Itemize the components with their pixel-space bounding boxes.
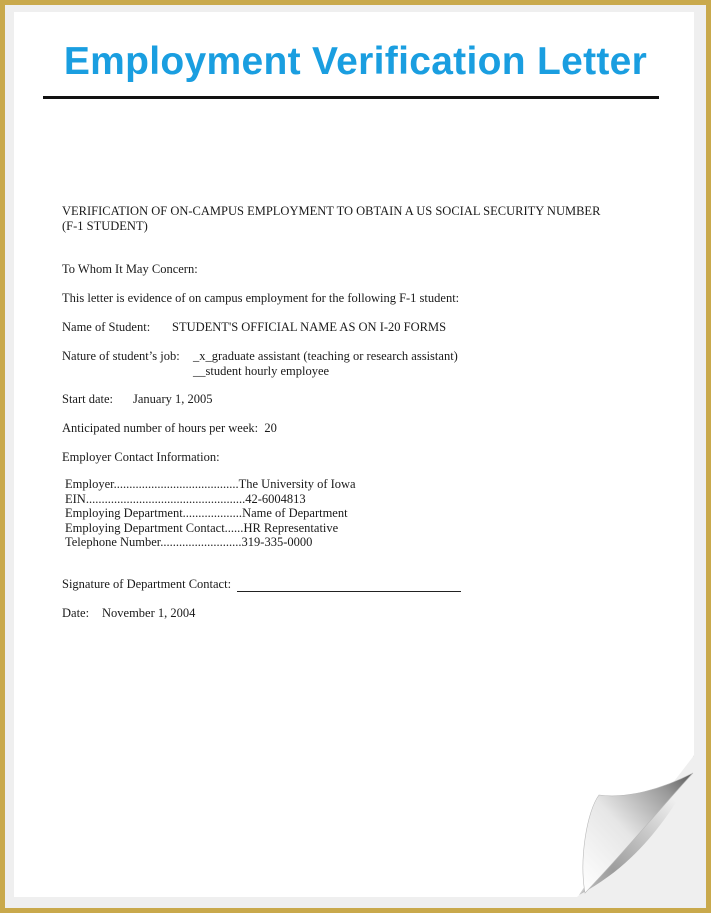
contact-label: Employing Department Contact......: [65, 520, 244, 535]
hours-label: Anticipated number of hours per week:: [62, 421, 259, 435]
page-curl-icon: [567, 749, 697, 899]
letter-heading-line-2: (F-1 STUDENT): [62, 219, 148, 233]
title-underline: [43, 96, 659, 99]
student-name-value: STUDENT'S OFFICIAL NAME AS ON I-20 FORMS: [172, 320, 447, 334]
student-name-label: Name of Student:: [62, 320, 151, 334]
start-date-value: January 1, 2005: [133, 392, 213, 406]
job-nature-line: [62, 349, 458, 379]
salutation: To Whom It May Concern:: [62, 262, 198, 276]
contact-info-block: [65, 477, 356, 550]
date-line: [62, 606, 195, 621]
contact-value: 42-6004813: [245, 491, 306, 506]
job-nature-label: Nature of student’s job:: [62, 349, 180, 363]
signature-label: Signature of Department Contact:: [62, 577, 232, 591]
intro-paragraph: This letter is evidence of on campus employment for the following F-1 student:: [62, 291, 460, 305]
contact-row-contact: [65, 521, 356, 536]
contact-label: Employing Department...................: [65, 506, 243, 520]
contact-row-employer: [65, 477, 356, 492]
contact-value: The University of Iowa: [238, 477, 356, 491]
contact-value: 319-335-0000: [241, 535, 313, 549]
contact-row-ein: [65, 492, 356, 507]
contact-value: HR Representative: [243, 520, 339, 535]
signature-line: [62, 577, 461, 592]
letter-body: [62, 204, 662, 620]
letter-heading-line-1: VERIFICATION OF ON-CAMPUS EMPLOYMENT TO OBTAIN A US SOCIAL SECURITY NUMBER: [62, 204, 601, 218]
signature-blank: [237, 580, 461, 592]
start-date-line: [62, 392, 213, 407]
job-option-hourly: __student hourly employee: [193, 364, 330, 378]
contact-label: Telephone Number..........................: [65, 535, 242, 549]
hours-line: [62, 421, 277, 436]
banner-title: Employment Verification Letter: [63, 40, 648, 83]
hours-value: 20: [264, 421, 277, 435]
job-option-graduate: _x_graduate assistant (teaching or research assistant): [193, 349, 458, 363]
date-label: Date:: [62, 606, 90, 620]
contact-value: Name of Department: [242, 506, 348, 520]
contact-row-department: [65, 506, 356, 521]
contact-heading: Employer Contact Information:: [62, 450, 220, 464]
start-date-label: Start date:: [62, 392, 114, 406]
contact-label: Employer........................................: [65, 477, 239, 491]
contact-row-telephone: [65, 535, 356, 550]
date-value: November 1, 2004: [102, 606, 196, 620]
student-name-line: [62, 320, 446, 335]
contact-label: EIN...................................................: [65, 491, 246, 506]
